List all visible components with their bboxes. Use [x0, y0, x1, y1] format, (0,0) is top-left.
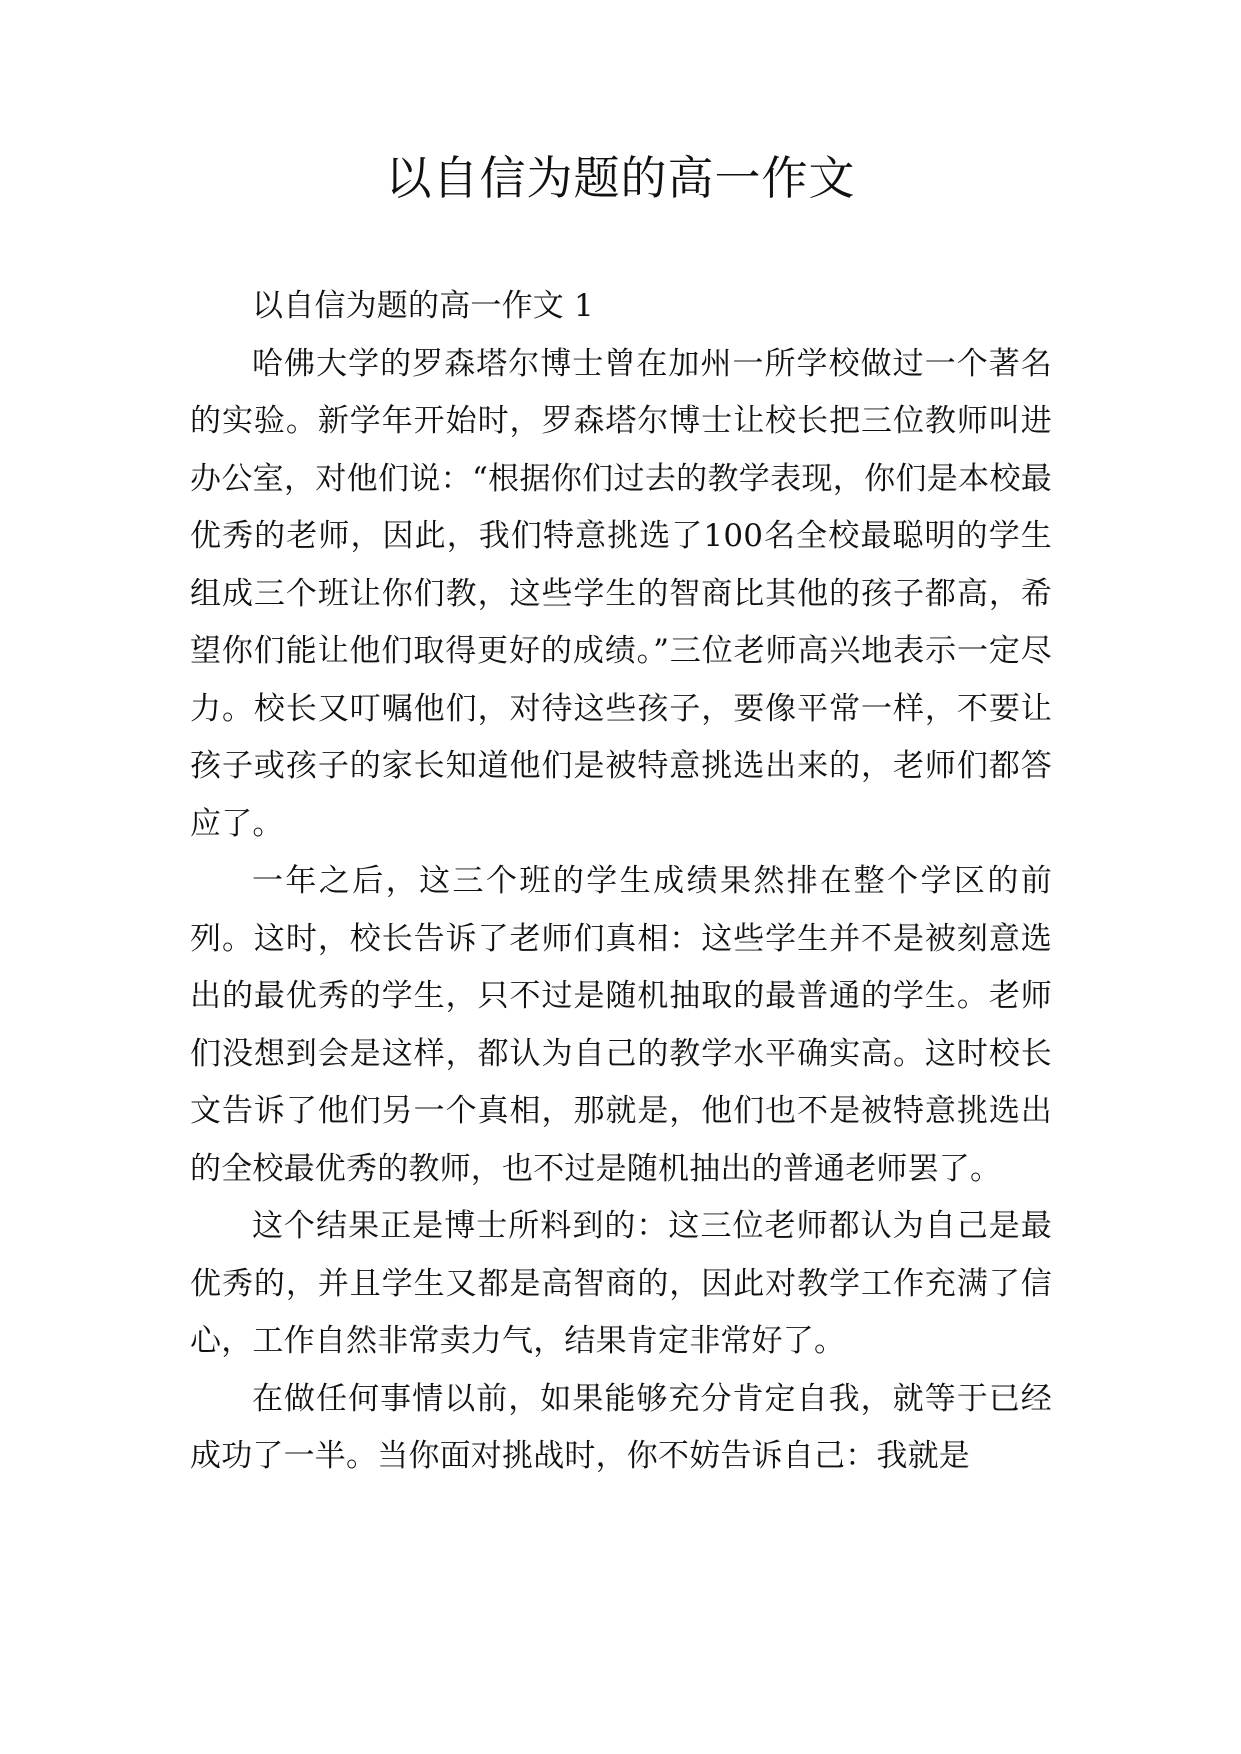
paragraph: 在做任何事情以前，如果能够充分肯定自我，就等于已经成功了一半。当你面对挑战时，你不妨告诉自己：我就是	[190, 1380, 1052, 1474]
document-body	[190, 278, 1052, 1486]
section-heading: 以自信为题的高一作文 1	[252, 288, 594, 324]
document-title: 以自信为题的高一作文	[385, 151, 856, 205]
paragraph: 哈佛大学的罗森塔尔博士曾在加州一所学校做过一个著名的实验。新学年开始时，罗森塔尔博士让校长把三位教师叫进办公室，对他们说：“根据你们过去的教学表现，你们是本校最优秀的老师，因此，我们特意挑选了100名全校最聪明的学生组成三个班让你们教，这些学生的智商比其他的孩子都高，希望你们能让他们取得更好的成绩。”三位老师高兴地表示一定尽力。校长又叮嘱他们，对待这些孩子，要像平常一样，不要让孩子或孩子的家长知道他们是被特意挑选出来的，老师们都答应了。	[190, 345, 1052, 842]
paragraph: 一年之后，这三个班的学生成绩果然排在整个学区的前列。这时，校长告诉了老师们真相：这些学生并不是被刻意选出的最优秀的学生，只不过是随机抽取的最普通的学生。老师们没想到会是这样，都认为自己的教学水平确实高。这时校长文告诉了他们另一个真相，那就是，他们也不是被特意挑选出的全校最优秀的教师，也不过是随机抽出的普通老师罢了。	[190, 863, 1052, 1187]
paragraph: 这个结果正是博士所料到的：这三位老师都认为自己是最优秀的，并且学生又都是高智商的，因此对教学工作充满了信心，工作自然非常卖力气，结果肯定非常好了。	[190, 1208, 1052, 1359]
